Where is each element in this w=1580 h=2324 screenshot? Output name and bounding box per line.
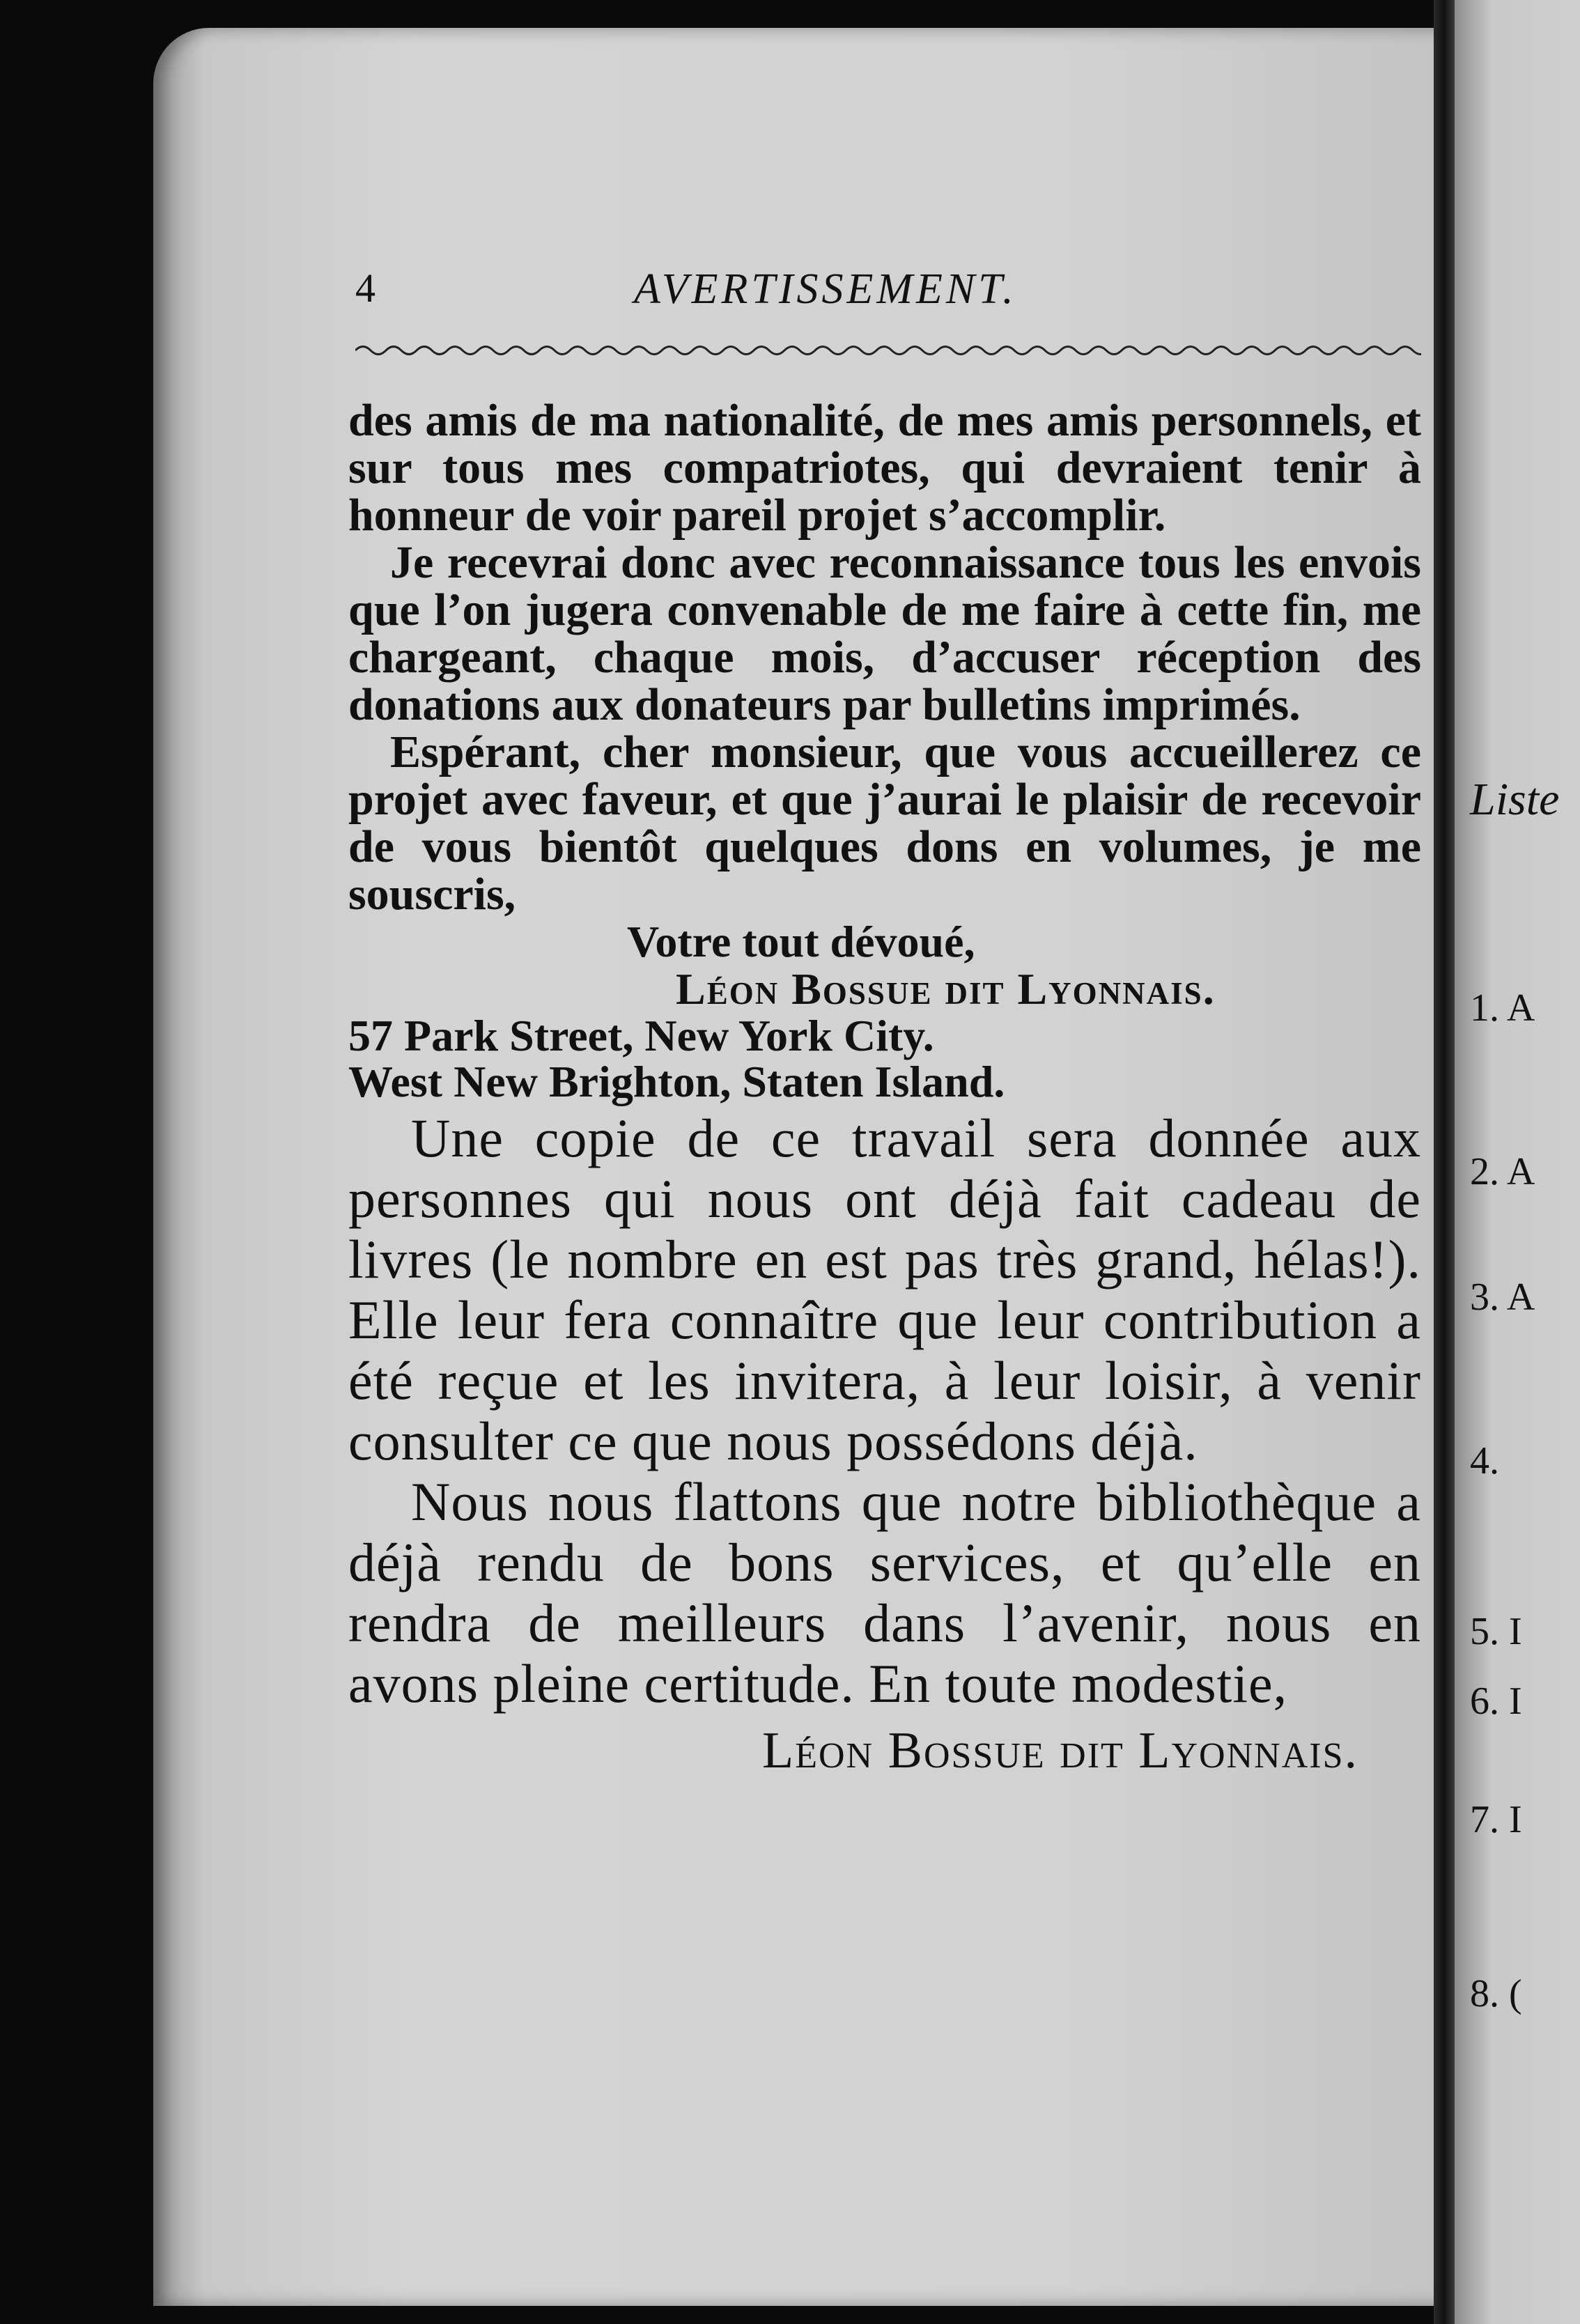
right-list-item: 3. A [1470, 1276, 1535, 1319]
notice-paragraph-1: Une copie de ce travail sera donnée aux personnes qui nous ont déjà fait cadeau de livres (le nombre en est pas très grand, hélas!). Elle leur fera connaître que leur contribution a été reçue et les invitera, à leur loisir, à venir consulter ce que nous possédons déjà. [348, 1108, 1421, 1471]
page-body [348, 397, 1421, 1782]
letter-signature: Léon Bossue dit Lyonnais. [676, 964, 1216, 1014]
letter-closing: Votre tout dévoué, [627, 917, 975, 966]
right-list-item: 2. A [1470, 1150, 1535, 1193]
notice-signature: Léon Bossue dit Lyonnais. [762, 1722, 1358, 1779]
wavy-rule-divider [355, 340, 1421, 361]
right-list-item: 6. I [1470, 1680, 1522, 1723]
running-title: AVERTISSEMENT. [634, 265, 1017, 313]
right-list-item: 5. I [1470, 1610, 1522, 1653]
right-page-fragment [1455, 0, 1580, 2324]
right-list-item: 7. I [1470, 1798, 1522, 1841]
letter-paragraph-3: Espérant, cher monsieur, que vous accueillerez ce projet avec faveur, et que j’aurai le plaisir de recevoir de vous bientôt quelques dons en volumes, je me souscris, [348, 727, 1421, 920]
address-line-1: 57 Park Street, New York City. [348, 1011, 934, 1060]
right-list-item: 1. A [1470, 986, 1535, 1030]
right-page-heading: Liste [1470, 774, 1560, 825]
notice-paragraph-2: Nous nous flattons que notre bibliothèque a déjà rendu de bons services, et qu’elle en rendra de meilleurs dans l’avenir, nous en avons pleine certitude. En toute modestie, [348, 1471, 1421, 1714]
right-list-item: 8. ( [1470, 1972, 1522, 2015]
book-gutter [1434, 0, 1455, 2324]
letter-paragraph-2: Je recevrai donc avec reconnaissance tous les envois que l’on jugera convenable de me faire à cette fin, me chargeant, chaque mois, d’accuser réception des donations aux donateurs par bulletins imprimés. [348, 537, 1421, 730]
letter-paragraph-1: des amis de ma nationalité, de mes amis personnels, et sur tous mes compatriotes, qui devraient tenir à honneur de voir pareil projet s’accomplir. [348, 395, 1421, 541]
right-list-item: 4. [1470, 1439, 1499, 1482]
address-line-2: West New Brighton, Staten Island. [348, 1057, 1005, 1106]
page-header [355, 265, 1400, 334]
page-number: 4 [355, 265, 375, 311]
